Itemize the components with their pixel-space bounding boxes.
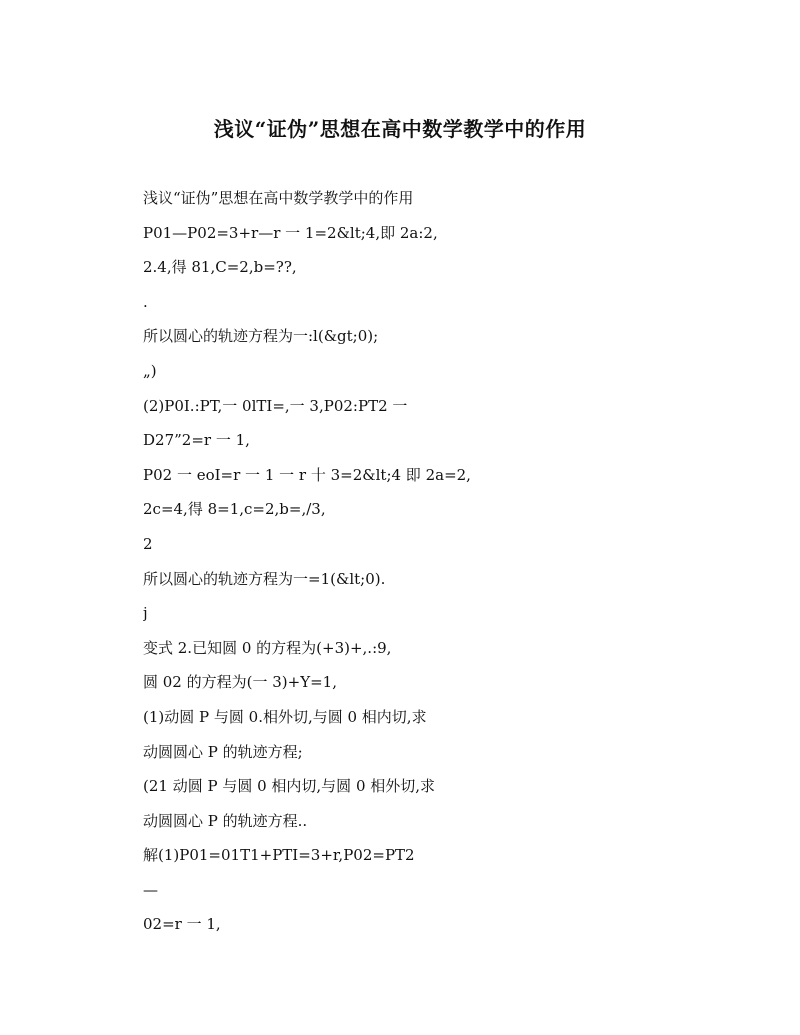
text-line: 2 (143, 534, 153, 553)
text-line: (21 动圆 P 与圆 0 相内切,与圆 0 相外切,求 (143, 777, 436, 796)
text-line: 2.4,得 81,C=2,b=??, (143, 258, 297, 277)
document-title: 浅议“证伪”思想在高中数学教学中的作用 (213, 117, 587, 141)
text-line: 浅议“证伪”思想在高中数学教学中的作用 (143, 189, 414, 207)
text-line: 解(1)P01=01T1+PTI=3+r,P02=PT2 (143, 846, 415, 865)
text-line: 动圆圆心 P 的轨迹方程.. (143, 811, 308, 830)
text-line: j (143, 604, 148, 623)
text-line: 所以圆心的轨迹方程为一=1(&lt;0). (143, 569, 386, 588)
text-line: 动圆圆心 P 的轨迹方程; (143, 742, 303, 761)
text-line: — (143, 880, 158, 899)
text-line: P01—P02=3+r—r 一 1=2&lt;4,即 2a:2, (143, 223, 438, 242)
text-line: 变式 2.已知圆 0 的方程为(+3)+,.:9, (143, 638, 392, 657)
text-line: 02=r 一 1, (143, 915, 221, 934)
text-line: „) (143, 361, 157, 380)
text-line: 圆 02 的方程为(一 3)+Y=1, (143, 673, 337, 692)
text-line: (1)动圆 P 与圆 0.相外切,与圆 0 相内切,求 (143, 707, 427, 726)
text-line: (2)P0I.:PT,一 0lTI=,一 3,P02:PT2 一 (143, 396, 408, 415)
text-line: 2c=4,得 8=1,c=2,b=,/3, (143, 500, 326, 519)
text-line: 所以圆心的轨迹方程为一:l(&gt;0); (143, 327, 379, 346)
text-line: . (143, 292, 148, 311)
document-body (143, 181, 703, 942)
text-line: D27”2=r 一 1, (143, 431, 250, 450)
text-line: P02 一 eoI=r 一 1 一 r 十 3=2&lt;4 即 2a=2, (143, 465, 471, 484)
